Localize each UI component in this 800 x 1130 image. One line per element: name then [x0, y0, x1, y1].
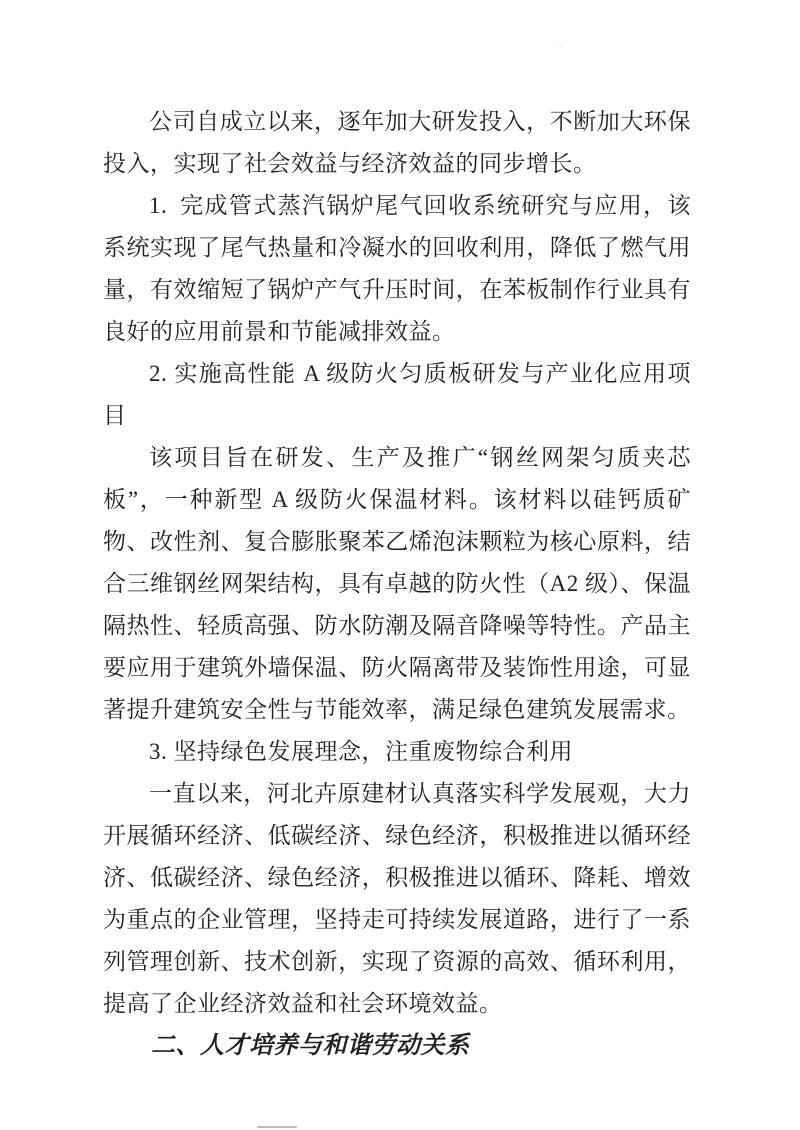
paragraph-item-1: 1. 完成管式蒸汽锅炉尾气回收系统研究与应用，该系统实现了尾气热量和冷凝水的回收利用，降低了燃气用量，有效缩短了锅炉产气升压时间，在苯板制作行业具有良好的应用前景和节能减排效益。 [103, 193, 691, 344]
section-heading: 二、人才培养与和谐劳动关系 [151, 1033, 470, 1059]
paragraph-item-3-body: 一直以来，河北卉原建材认真落实科学发展观，大力开展循环经济、低碳经济、绿色经济，积极推进以循环经济、低碳经济、绿色经济，积极推进以循环、降耗、增效为重点的企业管理，坚持走可持续发展道路，进行了一系列管理创新、技术创新，实现了资源的高效、循环利用，提高了企业经济效益和社会环境效益。 [103, 781, 691, 1016]
scan-artifact-line [257, 1126, 297, 1128]
scan-artifact-mark: + [557, 43, 563, 53]
document-body [103, 101, 691, 1067]
paragraph-intro: 公司自成立以来，逐年加大研发投入，不断加大环保投入，实现了社会效益与经济效益的同步增长。 [103, 109, 691, 176]
paragraph-item-2-body: 该项目旨在研发、生产及推广“钢丝网架匀质夹芯板”，一种新型 A 级防火保温材料。该材料以硅钙质矿物、改性剂、复合膨胀聚苯乙烯泡沫颗粒为核心原料，结合三维钢丝网架结构，具有卓越的防火性（A2 级）、保温隔热性、轻质高强、防水防潮及隔音降噪等特性。产品主要应用于建筑外墙保温、防火隔离带及装饰性用途，可显著提升建筑安全性与节能效率，满足绿色建筑发展需求。 [103, 445, 691, 722]
paragraph-item-2-title: 2. 实施高性能 A 级防火匀质板研发与产业化应用项目 [103, 361, 691, 428]
paragraph-item-3-title: 3. 坚持绿色发展理念，注重废物综合利用 [149, 739, 573, 764]
